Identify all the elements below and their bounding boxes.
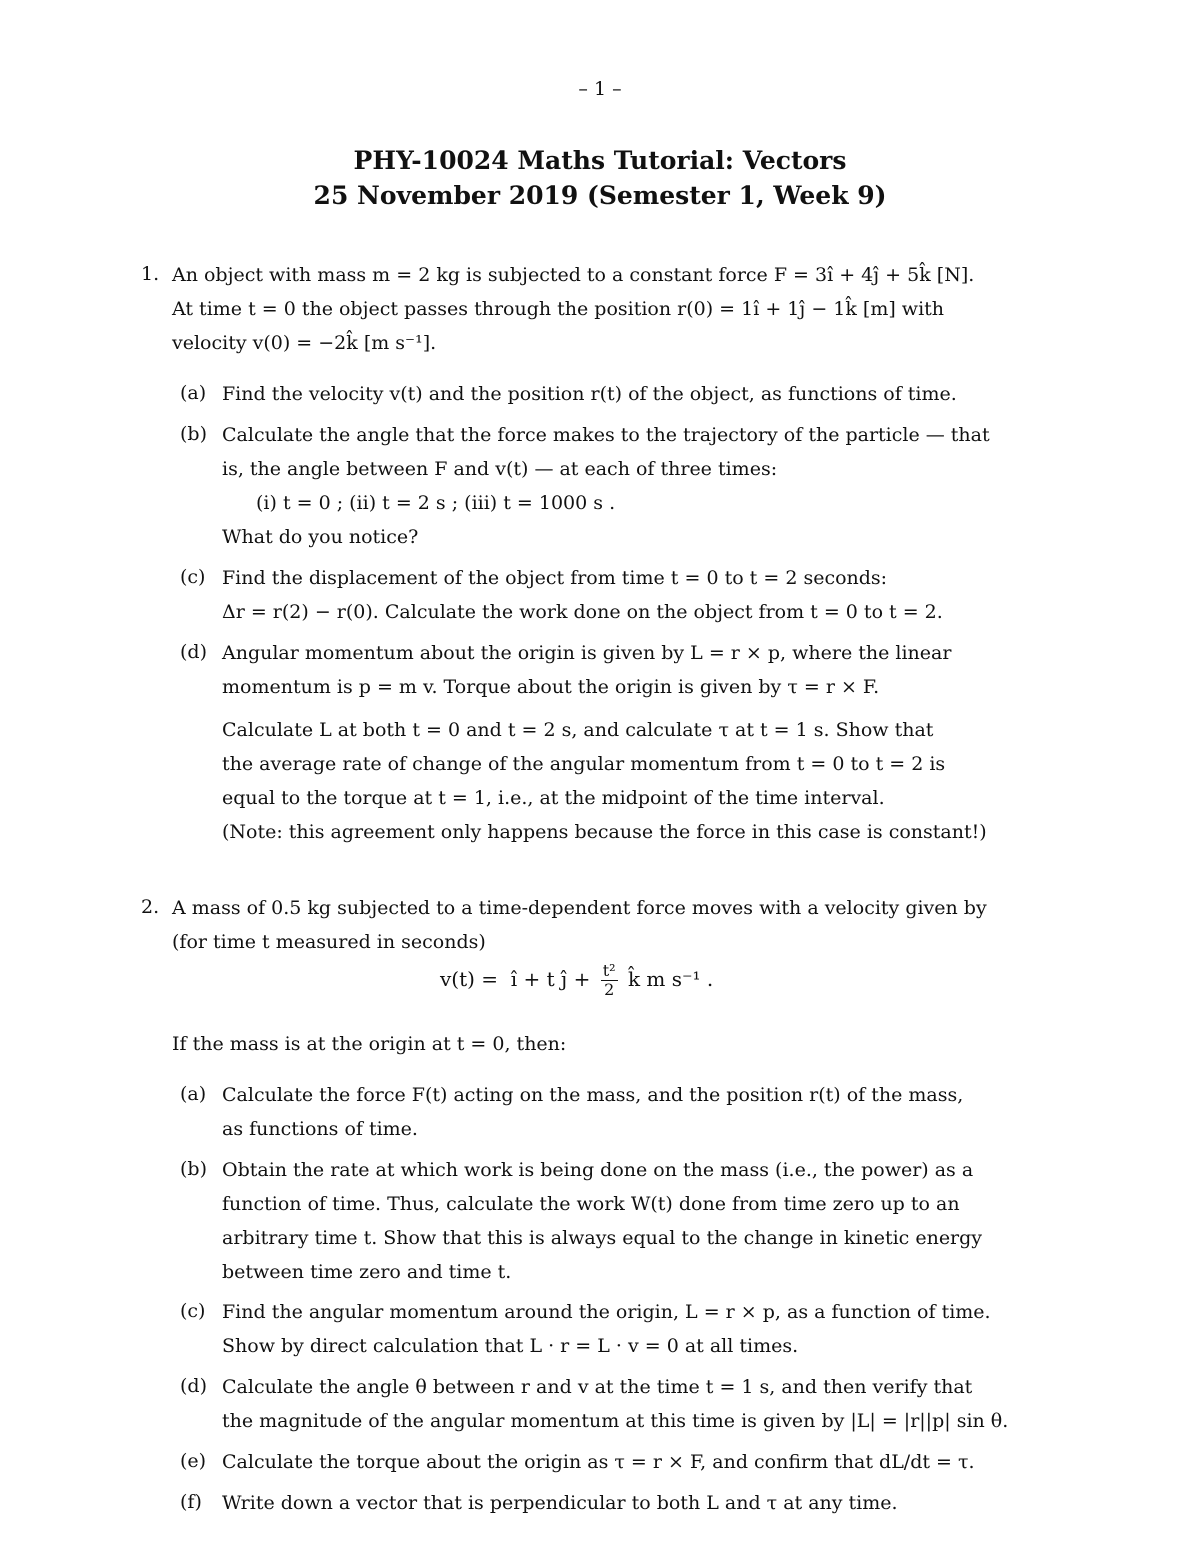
part-label: (a)	[180, 382, 207, 404]
part-text-line: Find the displacement of the object from time t = 0 to t = 2 seconds:	[222, 567, 888, 589]
part-text-line: (i) t = 0 ; (ii) t = 2 s ; (iii) t = 1000 s .	[256, 492, 616, 514]
question-text-line: A mass of 0.5 kg subjected to a time-dependent force moves with a velocity given by	[172, 897, 987, 919]
part-label: (e)	[180, 1450, 207, 1472]
part-label: (d)	[180, 1375, 207, 1397]
question-number: 2.	[141, 896, 160, 918]
part-text-line: Calculate L at both t = 0 and t = 2 s, and calculate τ at t = 1 s. Show that	[222, 719, 934, 741]
part-text-line: Calculate the angle that the force makes to the trajectory of the particle — that	[222, 424, 990, 446]
condition-text: If the mass is at the origin at t = 0, then:	[172, 1033, 567, 1055]
part-text-line: What do you notice?	[222, 526, 419, 548]
part-text-line: Δr = r(2) − r(0). Calculate the work done on the object from t = 0 to t = 2.	[222, 601, 943, 623]
equation-fraction	[601, 962, 618, 999]
part-label: (a)	[180, 1083, 207, 1105]
part-label: (f)	[180, 1491, 202, 1513]
part-label: (c)	[180, 566, 206, 588]
title-line-2: 25 November 2019 (Semester 1, Week 9)	[313, 181, 887, 210]
part-label: (b)	[180, 1158, 207, 1180]
part-text-line: Find the angular momentum around the origin, L = r × p, as a function of time.	[222, 1301, 991, 1323]
equation-rhs-b: k̂ m s⁻¹ .	[627, 967, 714, 991]
part-text-line: function of time. Thus, calculate the work W(t) done from time zero up to an	[222, 1193, 960, 1215]
question-text-line: An object with mass m = 2 kg is subjected to a constant force F = 3î + 4ĵ + 5k̂ [N].	[172, 264, 975, 286]
part-text-line: Find the velocity v(t) and the position r(t) of the object, as functions of time.	[222, 383, 957, 405]
part-label: (b)	[180, 423, 207, 445]
question-text-line: (for time t measured in seconds)	[172, 931, 486, 953]
part-text-line: Calculate the force F(t) acting on the mass, and the position r(t) of the mass,	[222, 1084, 964, 1106]
part-text-line: (Note: this agreement only happens because the force in this case is constant!)	[222, 821, 987, 843]
equation-lhs: v(t) =	[440, 967, 499, 991]
velocity-equation	[440, 962, 713, 999]
part-text-line: between time zero and time t.	[222, 1261, 512, 1283]
part-text-line: the magnitude of the angular momentum at this time is given by |L| = |r||p| sin θ.	[222, 1410, 1009, 1432]
part-text-line: Show by direct calculation that L · r = L · v = 0 at all times.	[222, 1335, 799, 1357]
fraction-numerator: t²	[602, 961, 616, 980]
part-text-line: as functions of time.	[222, 1118, 418, 1140]
part-text-line: arbitrary time t. Show that this is always equal to the change in kinetic energy	[222, 1227, 983, 1249]
part-text-line: momentum is p = m v. Torque about the origin is given by τ = r × F.	[222, 676, 880, 698]
part-text-line: Obtain the rate at which work is being done on the mass (i.e., the power) as a	[222, 1159, 974, 1181]
part-text-line: equal to the torque at t = 1, i.e., at the midpoint of the time interval.	[222, 787, 885, 809]
fraction-denominator: 2	[604, 980, 615, 999]
equation-rhs-a: î + t ĵ +	[510, 967, 591, 991]
part-text-line: Angular momentum about the origin is given by L = r × p, where the linear	[222, 642, 952, 664]
part-text-line: the average rate of change of the angular momentum from t = 0 to t = 2 is	[222, 753, 946, 775]
part-label: (d)	[180, 641, 207, 663]
part-label: (c)	[180, 1300, 206, 1322]
title-line-1: PHY-10024 Maths Tutorial: Vectors	[353, 146, 847, 175]
page-number: – 1 –	[578, 78, 622, 100]
part-text-line: Calculate the torque about the origin as τ = r × F, and confirm that dL/dt = τ.	[222, 1451, 975, 1473]
question-number: 1.	[141, 263, 160, 285]
part-text-line: Write down a vector that is perpendicular to both L and τ at any time.	[222, 1492, 898, 1514]
question-text-line: velocity v(0) = −2k̂ [m s⁻¹].	[172, 332, 437, 354]
question-text-line: At time t = 0 the object passes through the position r(0) = 1î + 1ĵ − 1k̂ [m] with	[172, 298, 945, 320]
part-text-line: Calculate the angle θ between r and v at the time t = 1 s, and then verify that	[222, 1376, 973, 1398]
part-text-line: is, the angle between F and v(t) — at each of three times:	[222, 458, 778, 480]
